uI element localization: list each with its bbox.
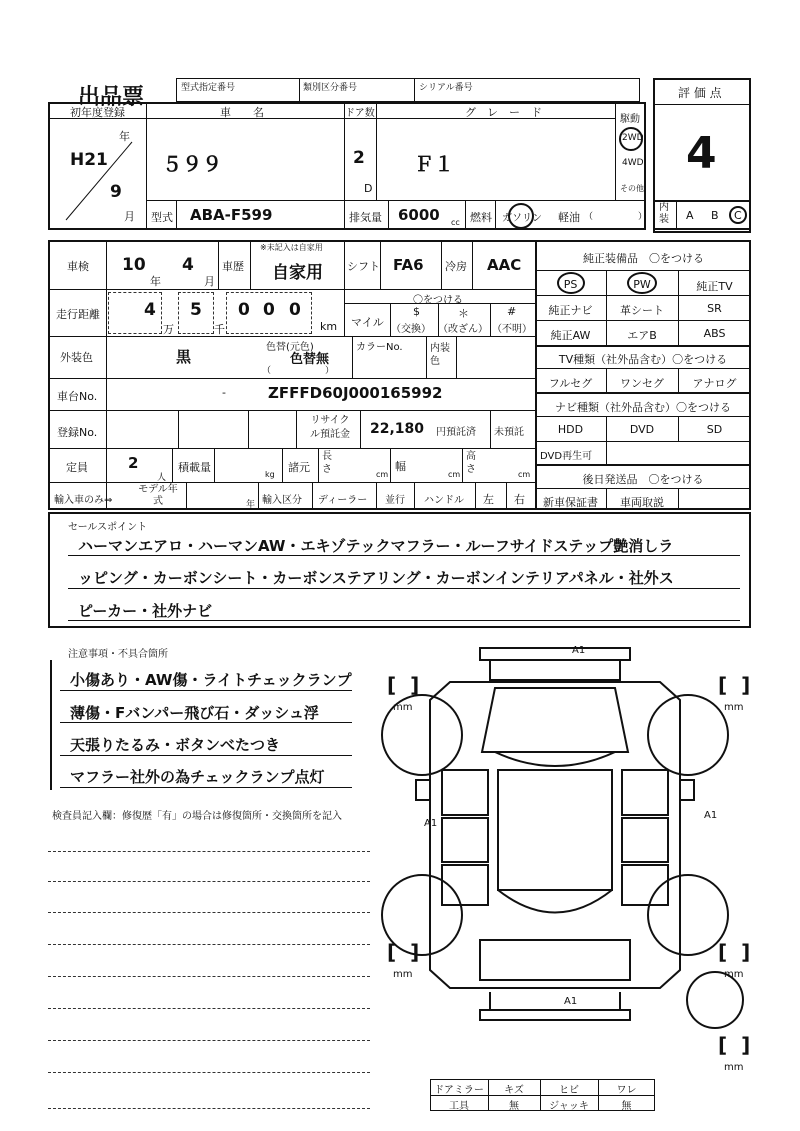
length-unit: cm [376, 470, 389, 479]
month-unit: 月 [124, 210, 135, 223]
damage-a1-right: A1 [704, 810, 718, 821]
first-reg-label: 初年度登録 [70, 106, 125, 119]
fuel-label: 燃料 [470, 211, 492, 224]
navi-title: ナビ種類（社外品含む）〇をつける [555, 401, 731, 414]
handle-left: 左 [483, 493, 494, 506]
history-value: 自家用 [272, 263, 323, 283]
serial-label: シリアル番号 [419, 83, 473, 93]
sales-label: セールスポイント [68, 522, 148, 533]
tv-oneseg: ワンセグ [620, 377, 664, 390]
drive-4wd: 4WD [622, 158, 644, 168]
check-jack: ジャッキ [549, 1101, 589, 1112]
year-unit: 年 [119, 130, 130, 143]
later-manual: 車両取説 [620, 496, 664, 509]
handle-right: 右 [514, 493, 525, 506]
first-reg-month: 9 [110, 182, 122, 202]
shaken-year: 10 [122, 255, 146, 275]
exterior-color: 黒 [176, 348, 192, 366]
car-name: ５９９ [162, 152, 222, 176]
note-line-2: 薄傷・Fバンパー飛び石・ダッシュ浮 [70, 704, 319, 722]
shift-value: FA6 [393, 256, 424, 274]
check-tools-value: 無 [509, 1101, 519, 1112]
equipment-title: 純正装備品 〇をつける [583, 252, 704, 265]
displacement-label: 排気量 [349, 211, 382, 224]
fuel-paren: （ ） [584, 212, 648, 222]
length-label: 長さ [322, 451, 332, 475]
import-label: 輸入車のみ⇒ [54, 495, 113, 506]
mileage-opt3-sym: # [507, 305, 517, 318]
shift-label: シフト [347, 260, 380, 273]
capacity-label: 定員 [66, 461, 88, 474]
mileage-man: 万 [163, 323, 174, 336]
door-suffix: D [364, 182, 373, 195]
vehicle-info-block [48, 102, 646, 230]
registration-label: 登録No. [57, 426, 98, 439]
cooler-label: 冷房 [445, 260, 467, 273]
equip-pw: PW [633, 278, 651, 291]
form-title: 出品票 [78, 85, 145, 110]
model-cert-label: 型式指定番号 [181, 83, 236, 93]
history-note: ※未記入は自家用 [260, 243, 323, 252]
grade-label: グ レ ー ド [465, 106, 542, 119]
interior-grade-b: B [711, 209, 719, 222]
repaint-value: 色替無 [290, 352, 330, 367]
model-value: ABA-F599 [190, 206, 273, 224]
damage-a1-left: A1 [424, 818, 438, 829]
navi-dvd: DVD [629, 423, 655, 436]
car-damage-diagram [380, 640, 760, 1080]
mileage-km: km [320, 320, 338, 333]
first-reg-year: H21 [70, 150, 108, 170]
mileage-opt1-sym: $ [413, 305, 420, 318]
mileage-mark-note: 〇をつける [413, 295, 463, 306]
tread-unit-fl: mm [393, 702, 413, 713]
capacity-unit: 人 [157, 473, 167, 483]
equip-sr: SR [707, 302, 722, 315]
mileage-opt1: （交換） [391, 324, 431, 335]
import-class-label: 輸入区分 [262, 495, 302, 506]
exterior-color-label: 外装色 [60, 351, 93, 364]
equip-ps: PS [563, 278, 578, 291]
fuel-diesel: 軽油 [558, 211, 580, 224]
tread-bracket-rl: [ ] [387, 940, 420, 964]
mileage-opt2-sym: ＊ [458, 307, 469, 320]
later-title: 後日発送品 〇をつける [582, 473, 704, 486]
equip-aw: 純正AW [550, 329, 591, 342]
equip-tv: 純正TV [696, 280, 733, 293]
check-jack-value: 無 [621, 1101, 632, 1112]
chassis-number: ZFFFD60J000165992 [268, 384, 443, 402]
recycle-label: リサイクル預託金 [310, 415, 350, 440]
inspector-note: 検査員記入欄：修復歴「有」の場合は修復箇所・交換箇所を記入 [52, 811, 342, 822]
mileage-opt2: （改ざん） [438, 324, 488, 335]
door-count: 2 [353, 148, 365, 168]
shaken-month: 4 [182, 255, 194, 275]
tv-fullseg: フルセグ [548, 377, 593, 390]
mileage-label: 走行距離 [56, 308, 100, 321]
shaken-label: 車検 [67, 260, 89, 273]
score-value: 4 [686, 128, 717, 179]
drive-2wd: 2WD [622, 133, 644, 143]
check-header-mirror: ドアミラー [434, 1085, 484, 1096]
history-label: 車歴 [222, 260, 244, 273]
note-line-1: 小傷あり・AW傷・ライトチェックランプ [70, 671, 352, 689]
equip-airbag: エアB [627, 329, 657, 342]
displacement-unit: cc [451, 218, 460, 227]
tv-analog: アナログ [692, 377, 737, 390]
recycle-not: 未預託 [494, 427, 524, 438]
interior-color-label: 内装色 [430, 343, 450, 367]
fuel-gasoline-circle [508, 203, 534, 229]
tread-bracket-fl: [ ] [387, 673, 420, 697]
interior-grade-c: C [734, 209, 742, 222]
height-unit: cm [518, 470, 531, 479]
model-year-label: モデル年式 [138, 484, 178, 507]
note-line-4: マフラー社外の為チェックランプ点灯 [70, 768, 325, 786]
drive-other: その他 [620, 184, 644, 193]
mileage-digit-2: 5 [190, 300, 202, 320]
tread-unit-spare: mm [724, 1062, 744, 1073]
displacement-value: 6000 [398, 206, 440, 224]
capacity-value: 2 [128, 454, 139, 472]
model-year-unit: 年 [246, 500, 256, 510]
sales-line-2: ッピング・カーボンシート・カーボンステアリング・カーボンインテリアパネル・社外ス [78, 569, 674, 587]
check-header-scratch: キズ [504, 1085, 524, 1096]
mileage-opt3: （不明） [492, 324, 532, 335]
tread-unit-rl: mm [393, 969, 413, 980]
notes-label: 注意事項・不具合箇所 [68, 649, 168, 660]
tv-title: TV種類（社外品含む）〇をつける [558, 353, 728, 366]
car-name-label: 車 名 [220, 106, 264, 119]
repaint-paren: （ ） [262, 366, 335, 376]
door-label: ドア数 [345, 108, 375, 119]
import-parallel: 並行 [385, 495, 405, 506]
handle-label: ハンドル [424, 495, 464, 506]
repaint-label: 色替(元色) [266, 342, 314, 353]
drive-label: 駆動 [620, 114, 640, 125]
navi-hdd: HDD [557, 423, 584, 436]
dvd-playable: DVD再生可 [540, 451, 593, 462]
tread-bracket-fr: [ ] [718, 673, 751, 697]
tread-unit-rr: mm [724, 969, 744, 980]
grade-value: Ｆ１ [414, 152, 454, 176]
shaken-month-unit: 月 [204, 275, 215, 288]
mileage-digit-4: 0 [263, 300, 275, 320]
load-label: 積載量 [178, 461, 211, 474]
shaken-year-unit: 年 [150, 275, 161, 288]
equip-abs: ABS [703, 327, 726, 340]
dims-label: 諸元 [288, 461, 310, 474]
later-warranty: 新車保証書 [543, 496, 598, 509]
chassis-dash: - [222, 386, 226, 399]
fuel-gasoline: ガソリン [502, 213, 542, 224]
navi-sd: SD [706, 423, 723, 436]
tread-bracket-spare: [ ] [718, 1033, 751, 1057]
recycle-amount: 22,180 [370, 421, 425, 437]
sales-line-3: ピーカー・社外ナビ [78, 602, 213, 620]
color-no-label: カラーNo. [356, 342, 403, 353]
score-label: 評 価 点 [678, 86, 722, 100]
equip-leather: 革シート [620, 304, 664, 317]
mileage-sen: 千 [214, 323, 225, 336]
damage-a1-bottom: A1 [564, 996, 578, 1007]
mileage-digit-3: 0 [238, 300, 250, 320]
cooler-value: AAC [487, 256, 522, 274]
height-label: 高さ [466, 451, 476, 475]
mileage-mile: マイル [351, 316, 384, 329]
sales-line-1: ハーマンエアロ・ハーマンAW・エキゾテックマフラー・ルーフサイドステップ艶消しラ [78, 537, 674, 555]
width-label: 幅 [395, 460, 406, 473]
tread-unit-fr: mm [724, 702, 744, 713]
recycle-unit: 円預託済 [436, 427, 476, 438]
load-unit: kg [265, 470, 275, 479]
mileage-digit-5: 0 [289, 300, 301, 320]
damage-a1-top: A1 [572, 645, 586, 656]
chassis-label: 車台No. [57, 390, 98, 403]
mileage-digit-1: 4 [144, 300, 156, 320]
check-header-crack: ヒビ [559, 1085, 579, 1096]
interior-grade-a: A [686, 209, 694, 222]
tread-bracket-rr: [ ] [718, 940, 751, 964]
note-line-3: 天張りたるみ・ボタンべたつき [70, 736, 281, 754]
check-header-break: ワレ [616, 1085, 637, 1096]
equip-navi: 純正ナビ [548, 304, 593, 317]
class-label: 類別区分番号 [303, 83, 358, 93]
import-dealer: ディーラー [318, 495, 368, 506]
check-tools: 工具 [449, 1101, 469, 1112]
interior-grade-label: 内装 [659, 202, 669, 225]
model-label: 型式 [151, 211, 173, 224]
width-unit: cm [448, 470, 461, 479]
